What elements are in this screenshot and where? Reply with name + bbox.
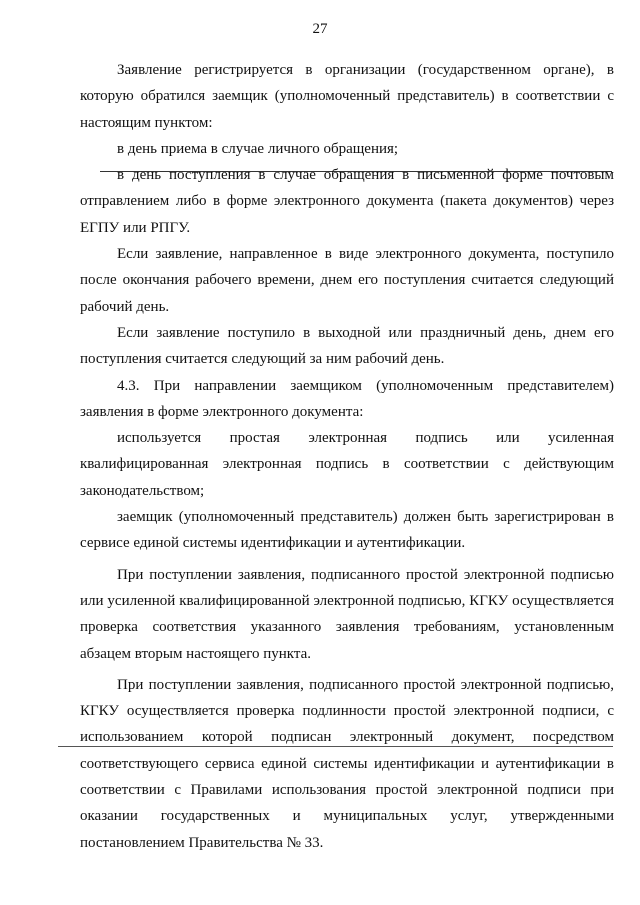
- paragraph-postal-electronic: в день поступления в случае обращения в письменной форме почтовым отправлением либо в форме электронного документа (пакета документов) через ЕГПУ или РПГУ.: [80, 167, 614, 236]
- paragraph-registration: Заявление регистрируется в организации (государственном органе), в которую обратился заемщик (уполномоченный представитель) в соответствии с настоящим пунктом:: [80, 62, 614, 131]
- paragraph-esia-registration: заемщик (уполномоченный представитель) должен быть зарегистрирован в сервисе единой системы идентификации и аутентификации.: [80, 509, 614, 552]
- paragraph-section-4-3: 4.3. При направлении заемщиком (уполномоченным представителем) заявления в форме электронного документа:: [80, 377, 614, 420]
- paragraph-after-hours: Если заявление, направленное в виде электронного документа, поступило после окончания рабочего времени, днем его поступления считается следующий рабочий день.: [80, 246, 614, 315]
- paragraph-authenticity-check: При поступлении заявления, подписанного простой электронной подписью, КГКУ осуществляется проверка подлинности простой электронной подписи, с использованием которой подписан электронный документ, посредством соответствующего сервиса единой системы идентификации и аутентификации в соответствии с Правилами использования простой электронной подписи при оказании государственных и муниципальных услуг, утвержденными постановлением Правительства № 33.: [80, 676, 614, 851]
- paragraph-compliance-check: При поступлении заявления, подписанного простой электронной подписью или усиленной квалифицированной электронной подписью, КГКУ осуществляется проверка соответствия указанного заявления требованиям, установленным абзацем вторым настоящего пункта.: [80, 566, 614, 662]
- paragraph-holiday: Если заявление поступило в выходной или праздничный день, днем его поступления считается следующий за ним рабочий день.: [80, 324, 614, 368]
- page-number: 27: [312, 21, 328, 37]
- paragraph-signature-type: используется простая электронная подпись или усиленная квалифицированная электронная подпись в соответствии с действующим законодательством;: [80, 430, 614, 499]
- paragraph-personal-visit: в день приема в случае личного обращения;: [117, 140, 399, 157]
- document-body: [80, 57, 614, 856]
